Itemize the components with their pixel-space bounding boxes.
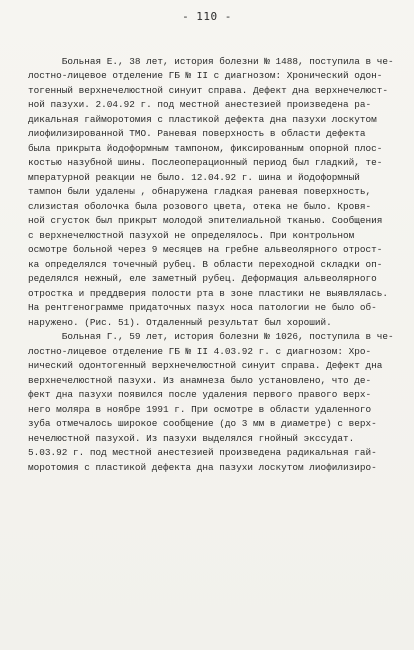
text-line: была прикрыта йодоформным тампоном, фиксированным опорной плос- (28, 142, 383, 154)
page-number: - 110 - (182, 10, 232, 23)
text-line: слизистая оболочка была розового цвета, отека не было. Кровя- (28, 200, 372, 212)
text-line: костью назубной шины. Послеоперационный период был гладкий, те- (28, 157, 383, 168)
typed-text-body (28, 40, 398, 475)
text-line: тогенный верхнечелюстной синуит справа. Дефект дна верхнечелюст- (28, 84, 389, 96)
text-line: дикальная гайморотомия с пластикой дефекта дна пазухи лоскутом (28, 113, 377, 125)
text-line: тампон были удалены , обнаружена гладкая раневая поверхность, (28, 186, 372, 197)
text-line: верхнечелюстной пазухи. Из анамнеза было установлено, что де- (28, 374, 372, 386)
text-line: наружено. (Рис. 51). Отдаленный результат был хороший. (28, 316, 332, 328)
text-line: ной пазухи. 2.04.92 г. под местной анестезией произведена ра- (28, 99, 372, 110)
text-line: лостно-лицевое отделение ГБ № II с диагнозом: Хронический одон- (28, 70, 383, 81)
text-line (28, 40, 398, 55)
text-line: лиофилизированной ТМО. Раневая поверхность в области дефекта (28, 128, 366, 139)
text-line: ной сгусток был прикрыт молодой эпителиальной тканью. Сообщения (28, 215, 383, 226)
text-line: него моляра в ноябре 1991 г. При осмотре в области удаленного (28, 403, 372, 415)
text-line: Больная Е., 38 лет, история болезни № 1488, поступила в че- (28, 55, 394, 67)
text-line: лостно-лицевое отделение ГБ № II 4.03.92 г. с диагнозом: Хро- (28, 345, 372, 357)
text-line: ка определялся точечный рубец. В области переходной складки оп- (28, 258, 383, 270)
text-line: ределялся нежный, еле заметный рубец. Деформация альвеолярного (28, 273, 377, 284)
text-line: 5.03.92 г. под местной анестезией произведена радикальная гай- (28, 447, 377, 458)
text-line: фект дна пазухи появился после удаления первого правого верх- (28, 389, 372, 400)
text-line: нечелюстной пазухой. Из пазухи выделялся гнойный экссудат. (28, 432, 355, 444)
text-line: зуба отмечалось широкое сообщение (до 3 мм в диаметре) с верх- (28, 418, 377, 429)
text-line: с верхнечелюстной пазухой не определялось. При контрольном (28, 229, 355, 241)
text-line: На рентгенограмме придаточных пазух носа патологии не было об- (28, 302, 377, 313)
text-line: нический одонтогенный верхнечелюстной синуит справа. Дефект дна (28, 360, 383, 371)
text-line: мпературной реакции не было. 12.04.92 г. шина и йодоформный (28, 171, 360, 183)
text-line: моротомия с пластикой дефекта дна пазухи лоскутом лиофилизиро- (28, 461, 377, 473)
text-line: осмотре больной через 9 месяцев на гребне альвеолярного отрост- (28, 244, 383, 255)
text-line: отростка и преддверия полости рта в зоне пластики не выявлялась. (28, 287, 389, 299)
text-line: Больная Г., 59 лет, история болезни № 1026, поступила в че- (28, 331, 394, 342)
